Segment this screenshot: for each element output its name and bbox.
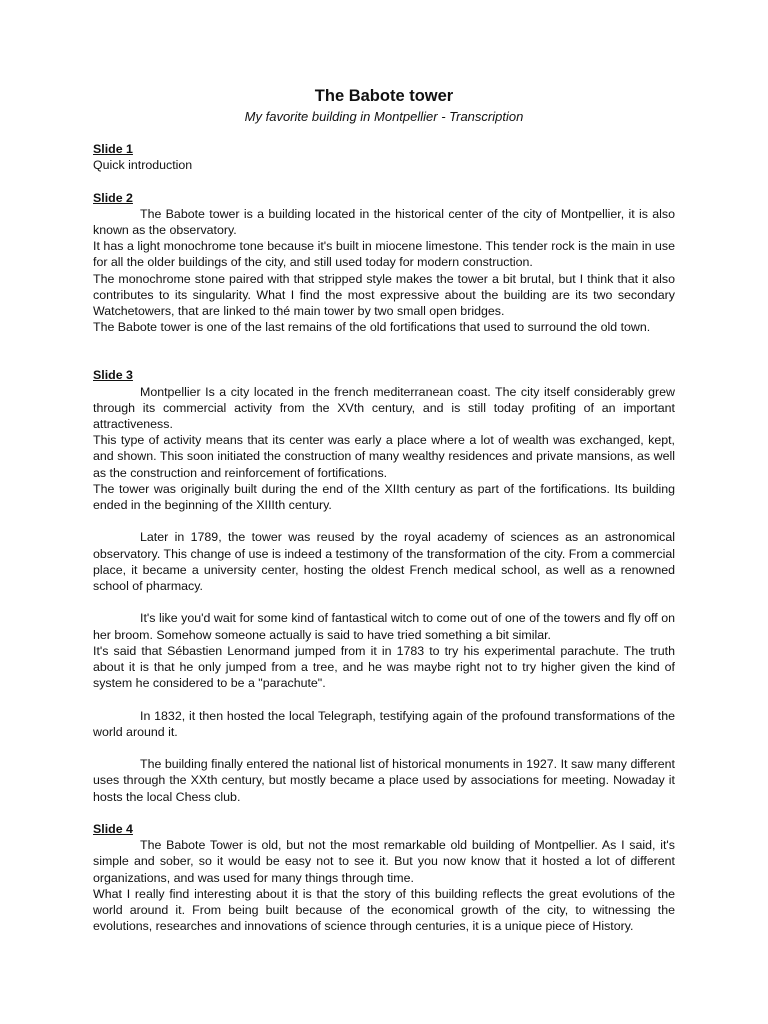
document-title: The Babote tower [314,87,454,105]
slide-1-heading: Slide 1 [93,142,133,156]
spacer [93,691,675,707]
slide-4-paragraph-1: The Babote Tower is old, but not the most remarkable old building of Montpellier. As I said, it's simple and sober, so it would be easy not to see it. But you now know that it hosted a lot of different organizations, and was used for many things through time. [93,838,675,885]
slide-2-paragraph-4: The Babote tower is one of the last remains of the old fortifications that used to surround the old town. [93,320,651,335]
slide-3-paragraph-8: The building finally entered the national list of historical monuments in 1927. It saw many different uses through the XXth century, but mostly became a place used by associations for meeting. Nowaday it hosts the local Chess club. [93,757,675,804]
spacer [93,805,675,821]
slide-3-heading: Slide 3 [93,368,133,383]
slide-3-paragraph-4: Later in 1789, the tower was reused by the royal academy of sciences as an astronomical observatory. This change of use is indeed a testimony of the transformation of the city. From a commercial place, it became a university center, hosting the oldest French medical school, as well as a renowned school of pharmacy. [93,530,675,594]
slide-2-section [93,190,675,336]
slide-3-paragraph-5: It's like you'd wait for some kind of fantastical witch to come out of one of the towers and fly off on her broom. Somehow someone actually is said to have tried something a bit similar. [93,611,675,642]
spacer [93,513,675,529]
slide-1-section [93,141,675,173]
slide-3-paragraph-2: This type of activity means that its center was early a place where a lot of wealth was exchanged, kept, and shown. This soon initiated the construction of many wealthy residences and private mansions, as well as the construction and reinforcement of fortifications. [93,433,675,480]
spacer [93,740,675,756]
slide-3-paragraph-3: The tower was originally built during the end of the XIIth century as part of the fortifications. Its building ended in the beginning of the XIIIth century. [93,481,675,513]
slide-3-paragraph-1: Montpellier Is a city located in the french mediterranean coast. The city itself considerably grew through its commercial activity from the XVth century, and is still today profiting of an important attractiveness. [93,384,675,432]
slide-4-heading: Slide 4 [93,822,133,837]
slide-2-paragraph-2: It has a light monochrome tone because it's built in miocene limestone. This tender rock is the main in use for all the older buildings of the city, and still used today for modern construction. [93,239,675,270]
slide-2-paragraph-3: The monochrome stone paired with that stripped style makes the tower a bit brutal, but I think that it also contributes to its singularity. What I find the most expressive about the building are its two secondary Watchetowers, that are linked to thé main tower by two small open bridges. [93,271,675,319]
slide-3-paragraph-7: In 1832, it then hosted the local Telegraph, testifying again of the profound transformations of the world around it. [93,708,675,739]
slide-2-paragraph-1: The Babote tower is a building located in the historical center of the city of Montpellier, it is also known as the observatory. [93,206,675,237]
slide-1-text: Quick introduction [93,158,193,173]
slide-4-section [93,821,675,934]
document-subtitle: My favorite building in Montpellier - Transcription [244,109,524,124]
slide-2-heading: Slide 2 [93,190,133,205]
spacer [93,594,675,610]
spacer [93,335,675,367]
slide-4-paragraph-2: What I really find interesting about it is that the story of this building reflects the great evolutions of the world around it. From being built because of the economical growth of the city, to witnessing the evolutions, researches and innovations of science through centuries, it is a unique piece of History. [93,886,675,934]
document-page [93,86,675,934]
spacer [93,173,675,189]
slide-3-paragraph-6: It's said that Sébastien Lenormand jumped from it in 1783 to try his experimental parachute. The truth about it is that he only jumped from a tree, and he was maybe right not to try higher given the kind of system he considered to be a "parachute". [93,643,675,691]
slide-3-section [93,367,675,804]
